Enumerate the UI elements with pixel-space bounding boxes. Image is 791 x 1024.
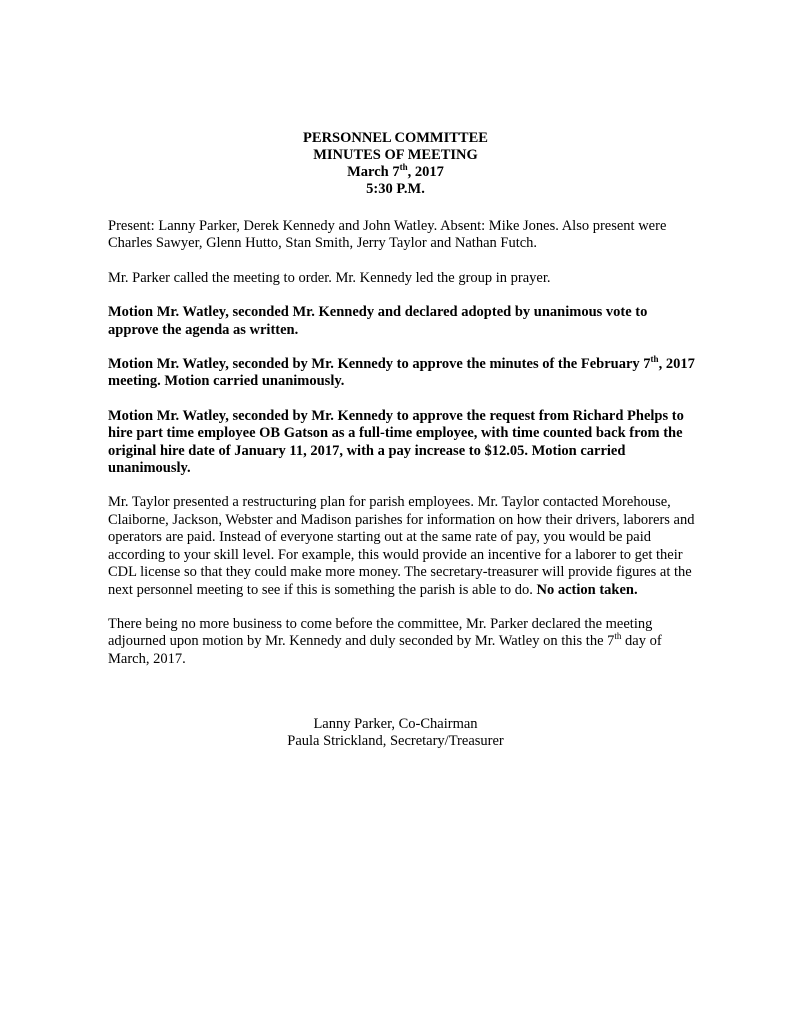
motion-minutes-text: Motion Mr. Watley, seconded by Mr. Kennedy to approve the minutes of the February 7	[108, 356, 651, 373]
motion-minutes-ordinal: th	[650, 354, 659, 365]
motion-hire-paragraph: Motion Mr. Watley, seconded by Mr. Kennedy to approve the request from Richard Phelps to hire part time employee OB Gatson as a full-time employee, with time counted back from the original hire date of January 11, 2017, with a pay increase to $12.05. Motion carried unanimously.	[108, 407, 684, 477]
committee-name: PERSONNEL COMMITTEE	[303, 130, 488, 146]
motion-minutes-text-end: , 2017 meeting. Motion carried unanimously.	[108, 356, 695, 390]
chairman-signature: Lanny Parker, Co-Chairman	[313, 716, 478, 732]
meeting-date-year: , 2017	[407, 164, 444, 180]
secretary-signature: Paula Strickland, Secretary/Treasurer	[287, 733, 504, 750]
signature-block	[0, 716, 791, 751]
motion-minutes-paragraph	[108, 356, 698, 391]
adjournment-text-end: day of March, 2017.	[108, 633, 662, 667]
restructuring-paragraph	[108, 494, 698, 598]
meeting-date	[0, 164, 791, 181]
document-title: MINUTES OF MEETING	[313, 147, 478, 163]
meeting-date-prefix: March 7	[347, 164, 400, 180]
restructuring-action: No action taken.	[536, 581, 638, 598]
restructuring-text: Mr. Taylor presented a restructuring plan for parish employees. Mr. Taylor contacted Morehouse, Claiborne, Jackson, Webster and Madison parishes for information on how their drivers, laborers and operators are paid. Instead of everyone starting out at the same rate of pay, you would be paid according to your skill level. For example, this would provide an incentive for a laborer to get their CDL license so that they could make more money. The secretary-treasurer will provide figures at the next personnel meeting to see if this is something the parish is able to do.	[108, 494, 695, 598]
meeting-date-ordinal: th	[399, 162, 408, 173]
adjournment-ordinal: th	[614, 631, 622, 642]
attendance-paragraph: Present: Lanny Parker, Derek Kennedy and John Watley. Absent: Mike Jones. Also present were Charles Sawyer, Glenn Hutto, Stan Smith, Jerry Taylor and Nathan Futch.	[108, 218, 667, 252]
call-to-order-paragraph: Mr. Parker called the meeting to order. Mr. Kennedy led the group in prayer.	[108, 269, 551, 286]
adjournment-text: There being no more business to come before the committee, Mr. Parker declared the meeting adjourned upon motion by Mr. Kennedy and duly seconded by Mr. Watley on this the 7	[108, 615, 653, 650]
meeting-time: 5:30 P.M.	[366, 181, 425, 197]
minutes-header	[0, 130, 791, 198]
motion-agenda-paragraph: Motion Mr. Watley, seconded Mr. Kennedy and declared adopted by unanimous vote to approve the agenda as written.	[108, 304, 648, 338]
adjournment-paragraph	[108, 616, 698, 668]
minutes-body	[108, 218, 698, 685]
